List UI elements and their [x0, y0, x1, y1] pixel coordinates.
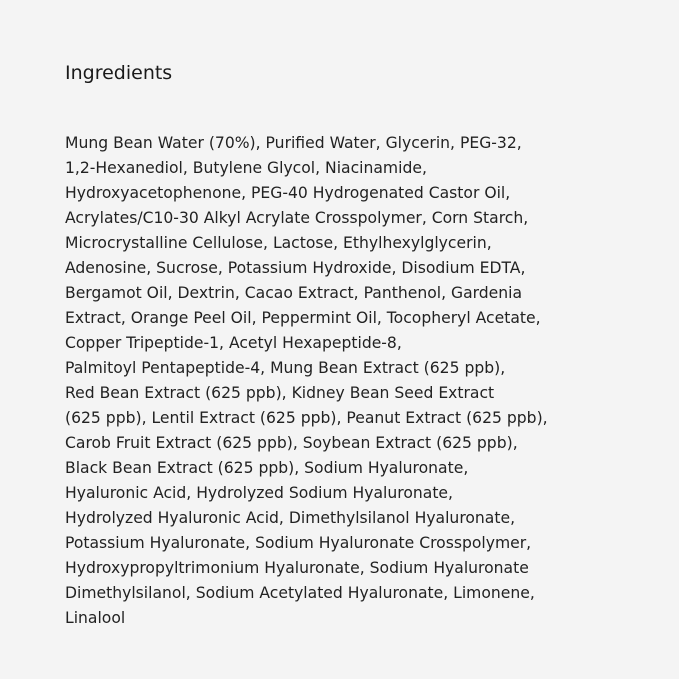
ingredient-line: Linalool: [65, 609, 126, 627]
ingredient-line: Acrylates/C10-30 Alkyl Acrylate Crosspolymer, Corn Starch,: [65, 209, 529, 227]
ingredients-heading: Ingredients: [65, 62, 173, 84]
ingredient-line: (625 ppb), Lentil Extract (625 ppb), Peanut Extract (625 ppb),: [65, 409, 548, 427]
ingredient-line: Hyaluronic Acid, Hydrolyzed Sodium Hyaluronate,: [65, 484, 453, 502]
ingredients-list: [65, 131, 665, 631]
ingredient-line: Red Bean Extract (625 ppb), Kidney Bean Seed Extract: [65, 384, 495, 402]
ingredient-line: Hydroxypropyltrimonium Hyaluronate, Sodium Hyaluronate: [65, 559, 529, 577]
ingredient-line: Microcrystalline Cellulose, Lactose, Ethylhexylglycerin,: [65, 234, 492, 252]
ingredient-line: Palmitoyl Pentapeptide-4, Mung Bean Extract (625 ppb),: [65, 359, 506, 377]
ingredient-line: Hydroxyacetophenone, PEG-40 Hydrogenated Castor Oil,: [65, 184, 511, 202]
ingredient-line: Copper Tripeptide-1, Acetyl Hexapeptide-8,: [65, 334, 402, 352]
ingredient-line: Extract, Orange Peel Oil, Peppermint Oil, Tocopheryl Acetate,: [65, 309, 541, 327]
ingredient-line: Bergamot Oil, Dextrin, Cacao Extract, Panthenol, Gardenia: [65, 284, 523, 302]
ingredient-line: Hydrolyzed Hyaluronic Acid, Dimethylsilanol Hyaluronate,: [65, 509, 516, 527]
ingredient-line: Carob Fruit Extract (625 ppb), Soybean Extract (625 ppb),: [65, 434, 518, 452]
ingredient-line: Mung Bean Water (70%), Purified Water, Glycerin, PEG-32,: [65, 134, 522, 152]
ingredient-line: Black Bean Extract (625 ppb), Sodium Hyaluronate,: [65, 459, 469, 477]
ingredient-line: Potassium Hyaluronate, Sodium Hyaluronate Crosspolymer,: [65, 534, 532, 552]
ingredient-line: Adenosine, Sucrose, Potassium Hydroxide, Disodium EDTA,: [65, 259, 526, 277]
ingredient-line: 1,2-Hexanediol, Butylene Glycol, Niacinamide,: [65, 159, 427, 177]
ingredient-line: Dimethylsilanol, Sodium Acetylated Hyaluronate, Limonene,: [65, 584, 535, 602]
